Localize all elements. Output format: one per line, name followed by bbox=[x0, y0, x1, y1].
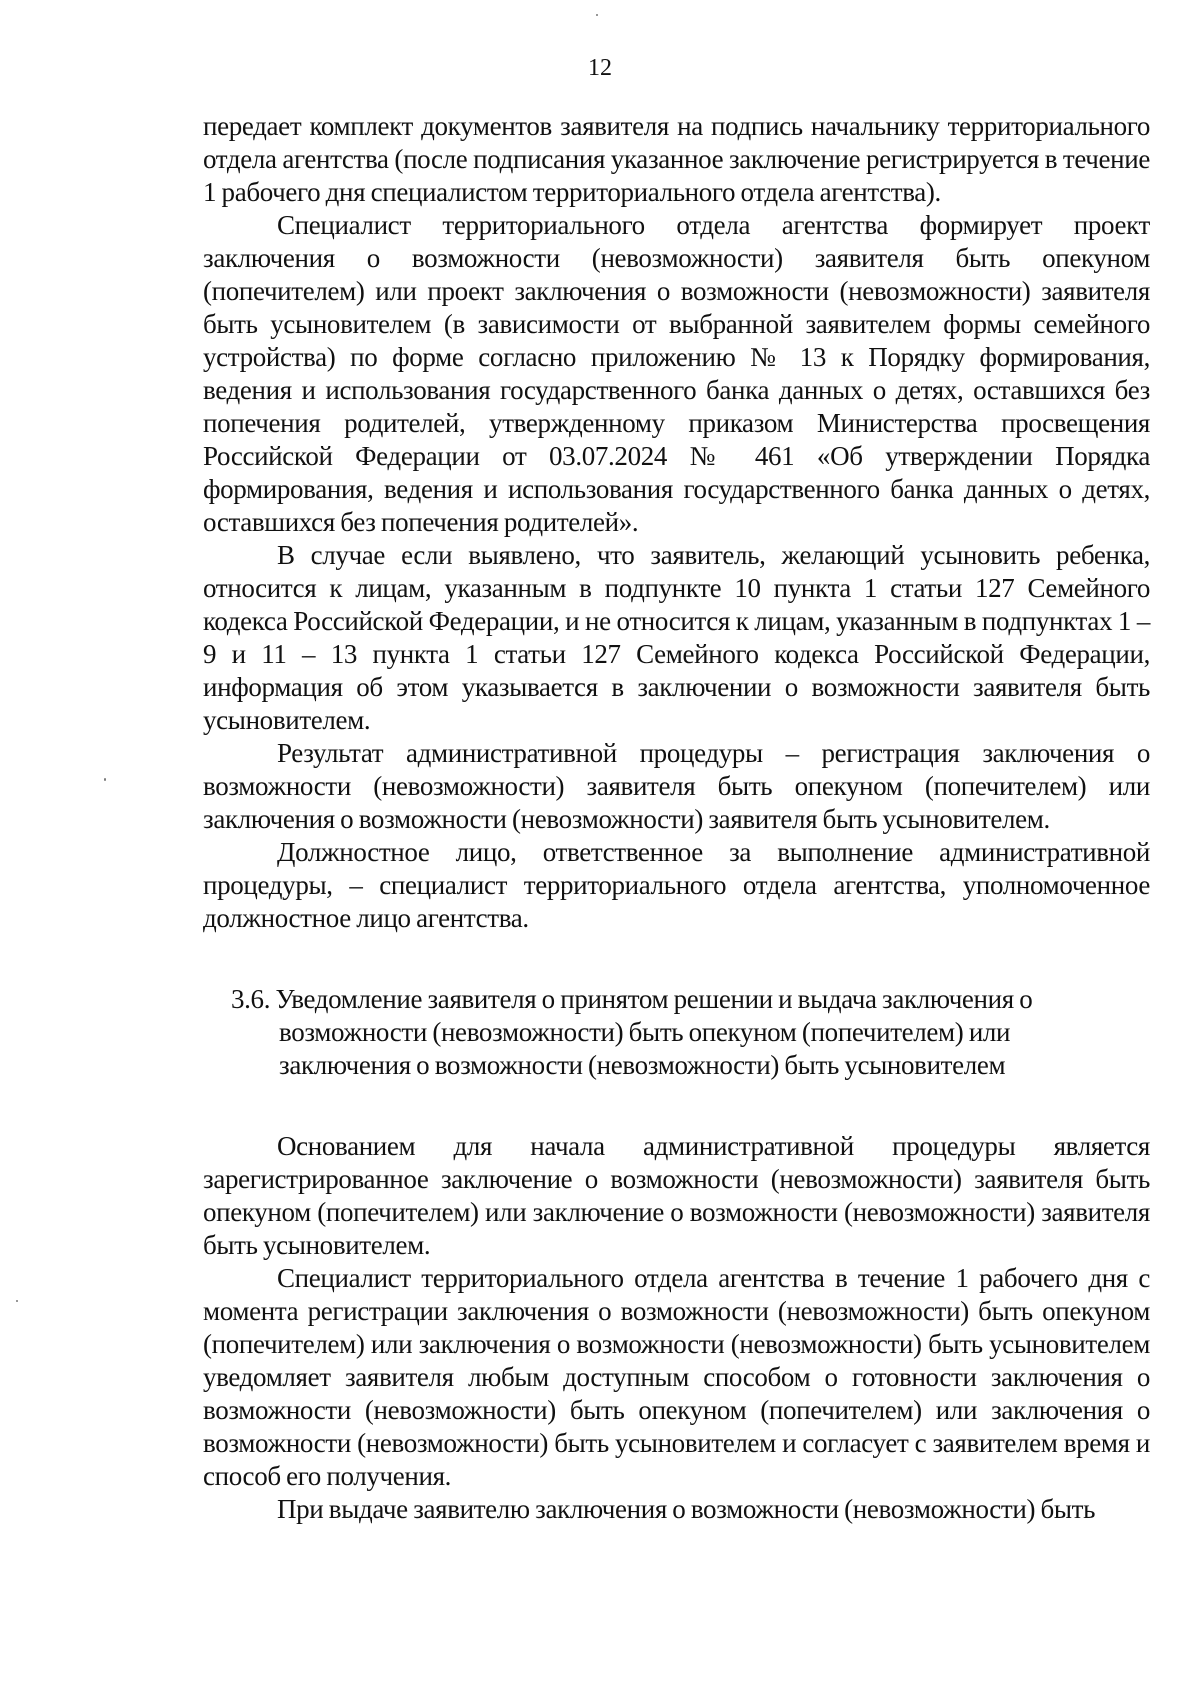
paragraph-continuation: передает комплект документов заявителя на подпись начальнику территориального отдела агентства (после подписания указанное заключение регистрируется в течение 1 рабочего дня специалистом территориального отдела агентства). bbox=[203, 111, 1150, 207]
paragraph-procedure-result: Результат административной процедуры – регистрация заключения о возможности (невозможности) заявителя быть опекуном (попечителем) или заключения о возможности (невозможности) заявителя быть усыновителем. bbox=[203, 738, 1150, 834]
paragraph-notification: Специалист территориального отдела агентства в течение 1 рабочего дня с момента регистрации заключения о возможности (невозможности) быть опекуном (попечителем) или заключения о возможности (невозможности) быть усыновителем уведомляет заявителя любым доступным способом о готовности заключения о возможности (невозможности) быть опекуном (попечителем) или заключения о возможности (невозможности) быть усыновителем и согласует с заявителем время и способ его получения. bbox=[203, 1263, 1150, 1491]
section-heading-line: заключения о возможности (невозможности) быть усыновителем bbox=[279, 1050, 1006, 1080]
paragraph-adoption-case: В случае если выявлено, что заявитель, желающий усыновить ребенка, относится к лицам, указанным в подпункте 10 пункта 1 статьи 127 Семейного кодекса Российской Федерации, и не относится к лицам, указанным в подпунктах 1 – 9 и 11 – 13 пункта 1 статьи 127 Семейного кодекса Российской Федерации, информация об этом указывается в заключении о возможности заявителя быть усыновителем. bbox=[203, 540, 1150, 735]
paragraph-issuance: При выдаче заявителю заключения о возможности (невозможности) быть bbox=[277, 1494, 1096, 1524]
paragraph-draft-conclusion: Специалист территориального отдела агентства формирует проект заключения о возможности (невозможности) заявителя быть опекуном (попечителем) или проект заключения о возможности (невозможности) заявителя быть усыновителем (в зависимости от выбранной заявителем формы семейного устройства) по форме согласно приложению № 13 к Порядку формирования, ведения и использования государственного банка данных о детях, оставшихся без попечения родителей, утвержденному приказом Министерства просвещения Российской Федерации от 03.07.2024 № 461 «Об утверждении Порядка формирования, ведения и использования государственного банка данных о детях, оставшихся без попечения родителей». bbox=[203, 210, 1150, 537]
scan-speck bbox=[596, 14, 598, 16]
section-heading-3-6 bbox=[203, 983, 1150, 1082]
page-number: 12 bbox=[588, 55, 612, 81]
section-heading-line: возможности (невозможности) быть опекуном (попечителем) или bbox=[279, 1017, 1011, 1047]
scan-speck bbox=[104, 778, 106, 781]
document-body bbox=[203, 110, 1150, 1526]
paragraph-procedure-basis: Основанием для начала административной процедуры является зарегистрированное заключение о возможности (невозможности) заявителя быть опекуном (попечителем) или заключение о возможности (невозможности) заявителя быть усыновителем. bbox=[203, 1131, 1150, 1260]
section-heading-line: 3.6. Уведомление заявителя о принятом решении и выдача заключения о bbox=[231, 984, 1033, 1014]
paragraph-responsible-official: Должностное лицо, ответственное за выполнение административной процедуры, – специалист территориального отдела агентства, уполномоченное должностное лицо агентства. bbox=[203, 837, 1150, 933]
scan-speck bbox=[16, 1300, 18, 1302]
